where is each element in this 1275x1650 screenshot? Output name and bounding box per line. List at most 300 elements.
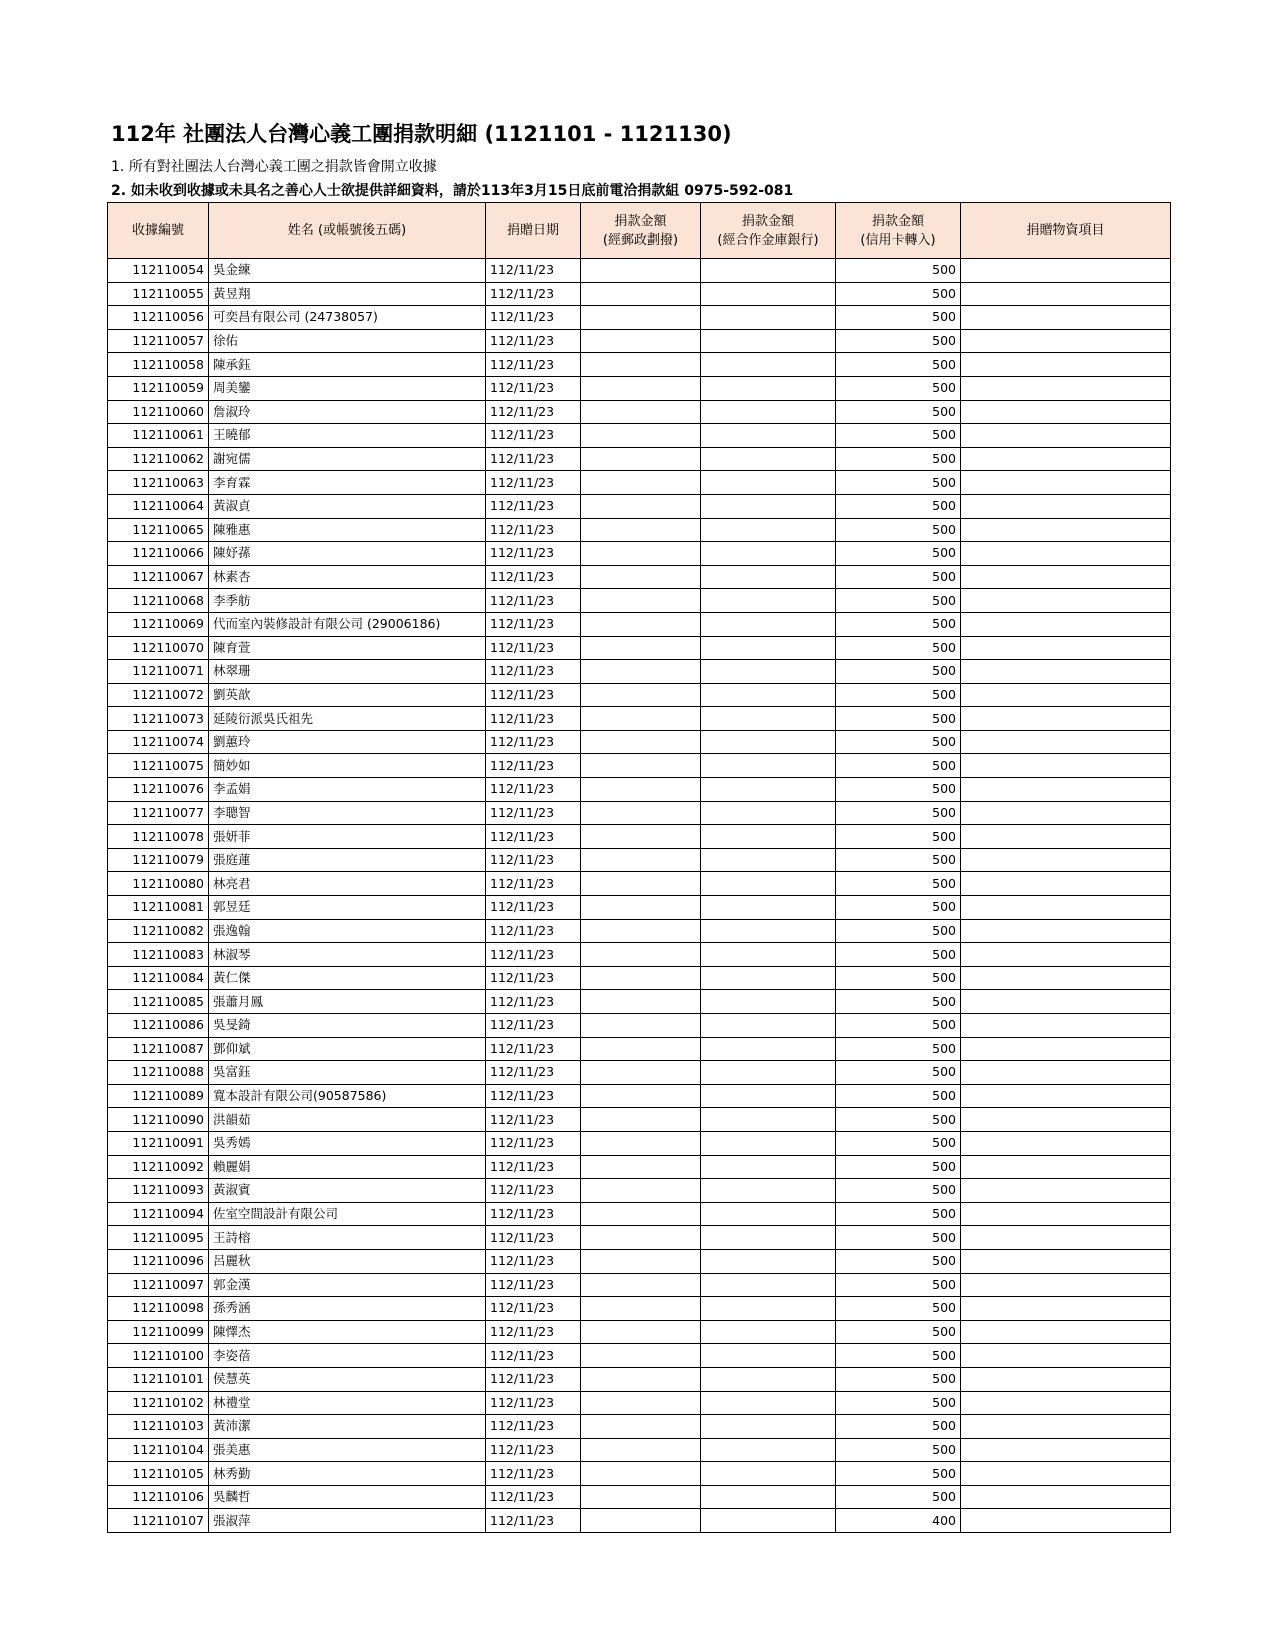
donated-goods-cell	[961, 494, 1171, 518]
table-row	[108, 565, 1171, 589]
donation-date-cell: 112/11/23	[486, 1202, 581, 1226]
amount-postal-cell	[581, 1320, 701, 1344]
donated-goods-cell	[961, 848, 1171, 872]
amount-postal-cell	[581, 1084, 701, 1108]
header-donated-goods: 捐贈物資項目	[961, 203, 1171, 259]
donation-date-cell: 112/11/23	[486, 589, 581, 613]
amount-postal-cell	[581, 1415, 701, 1439]
amount-postal-cell	[581, 1014, 701, 1038]
amount-postal-cell	[581, 730, 701, 754]
amount-bank-cell	[701, 754, 836, 778]
donor-name-cell: 張淑萍	[209, 1509, 486, 1533]
receipt-number-cell: 112110076	[108, 778, 209, 802]
donor-name-cell: 林亮君	[209, 872, 486, 896]
amount-postal-cell	[581, 1462, 701, 1486]
amount-card-cell: 500	[836, 1014, 961, 1038]
donation-date-cell: 112/11/23	[486, 1485, 581, 1509]
table-row	[108, 1202, 1171, 1226]
donated-goods-cell	[961, 1084, 1171, 1108]
header-receipt-number: 收據編號	[108, 203, 209, 259]
donation-date-cell: 112/11/23	[486, 1014, 581, 1038]
donated-goods-cell	[961, 1438, 1171, 1462]
amount-card-cell: 500	[836, 660, 961, 684]
table-row	[108, 1037, 1171, 1061]
amount-bank-cell	[701, 1438, 836, 1462]
table-row	[108, 329, 1171, 353]
donated-goods-cell	[961, 1155, 1171, 1179]
amount-bank-cell	[701, 730, 836, 754]
receipt-number-cell: 112110090	[108, 1108, 209, 1132]
receipt-number-cell: 112110104	[108, 1438, 209, 1462]
donor-name-cell: 黃昱翔	[209, 282, 486, 306]
amount-card-cell: 500	[836, 542, 961, 566]
table-row	[108, 376, 1171, 400]
donated-goods-cell	[961, 1108, 1171, 1132]
receipt-number-cell: 112110107	[108, 1509, 209, 1533]
donor-name-cell: 吳麟哲	[209, 1485, 486, 1509]
table-row	[108, 518, 1171, 542]
donation-date-cell: 112/11/23	[486, 1155, 581, 1179]
amount-bank-cell	[701, 1344, 836, 1368]
amount-bank-cell	[701, 494, 836, 518]
amount-bank-cell	[701, 518, 836, 542]
donation-date-cell: 112/11/23	[486, 1084, 581, 1108]
amount-card-cell: 500	[836, 1108, 961, 1132]
donated-goods-cell	[961, 1014, 1171, 1038]
donor-name-cell: 詹淑玲	[209, 400, 486, 424]
table-row	[108, 1179, 1171, 1203]
receipt-number-cell: 112110097	[108, 1273, 209, 1297]
amount-card-cell: 400	[836, 1509, 961, 1533]
donated-goods-cell	[961, 1297, 1171, 1321]
amount-card-cell: 500	[836, 1179, 961, 1203]
donor-name-cell: 簡妙如	[209, 754, 486, 778]
amount-postal-cell	[581, 848, 701, 872]
table-row	[108, 1344, 1171, 1368]
donated-goods-cell	[961, 660, 1171, 684]
donated-goods-cell	[961, 872, 1171, 896]
amount-bank-cell	[701, 1462, 836, 1486]
receipt-number-cell: 112110055	[108, 282, 209, 306]
donation-date-cell: 112/11/23	[486, 1509, 581, 1533]
receipt-number-cell: 112110057	[108, 329, 209, 353]
amount-postal-cell	[581, 1297, 701, 1321]
receipt-number-cell: 112110084	[108, 966, 209, 990]
donation-date-cell: 112/11/23	[486, 1131, 581, 1155]
table-row	[108, 1061, 1171, 1085]
donor-name-cell: 謝宛儒	[209, 447, 486, 471]
donation-date-cell: 112/11/23	[486, 896, 581, 920]
table-row	[108, 424, 1171, 448]
donor-name-cell: 王曉郁	[209, 424, 486, 448]
amount-card-cell: 500	[836, 1391, 961, 1415]
donated-goods-cell	[961, 636, 1171, 660]
donated-goods-cell	[961, 1485, 1171, 1509]
amount-card-cell: 500	[836, 636, 961, 660]
amount-bank-cell	[701, 1155, 836, 1179]
donation-date-cell: 112/11/23	[486, 754, 581, 778]
donation-date-cell: 112/11/23	[486, 636, 581, 660]
donor-name-cell: 吳金練	[209, 259, 486, 283]
donation-date-cell: 112/11/23	[486, 494, 581, 518]
amount-postal-cell	[581, 542, 701, 566]
amount-postal-cell	[581, 825, 701, 849]
amount-bank-cell	[701, 282, 836, 306]
receipt-number-cell: 112110067	[108, 565, 209, 589]
amount-bank-cell	[701, 1037, 836, 1061]
donation-date-cell: 112/11/23	[486, 329, 581, 353]
header-donation-date: 捐贈日期	[486, 203, 581, 259]
amount-bank-cell	[701, 589, 836, 613]
donated-goods-cell	[961, 707, 1171, 731]
receipt-number-cell: 112110103	[108, 1415, 209, 1439]
amount-postal-cell	[581, 329, 701, 353]
donation-date-cell: 112/11/23	[486, 1108, 581, 1132]
donated-goods-cell	[961, 825, 1171, 849]
amount-card-cell: 500	[836, 1320, 961, 1344]
amount-bank-cell	[701, 542, 836, 566]
header-amount-bank: 捐款金額 (經合作金庫銀行)	[701, 203, 836, 259]
donated-goods-cell	[961, 353, 1171, 377]
receipt-number-cell: 112110077	[108, 801, 209, 825]
donation-date-cell: 112/11/23	[486, 1249, 581, 1273]
table-row	[108, 1297, 1171, 1321]
amount-card-cell: 500	[836, 1061, 961, 1085]
amount-postal-cell	[581, 943, 701, 967]
table-row	[108, 990, 1171, 1014]
receipt-number-cell: 112110070	[108, 636, 209, 660]
donated-goods-cell	[961, 778, 1171, 802]
donation-date-cell: 112/11/23	[486, 801, 581, 825]
amount-bank-cell	[701, 1202, 836, 1226]
amount-postal-cell	[581, 1108, 701, 1132]
amount-card-cell: 500	[836, 329, 961, 353]
table-row	[108, 1131, 1171, 1155]
receipt-number-cell: 112110082	[108, 919, 209, 943]
table-row	[108, 872, 1171, 896]
receipt-number-cell: 112110068	[108, 589, 209, 613]
donated-goods-cell	[961, 306, 1171, 330]
donated-goods-cell	[961, 1509, 1171, 1533]
receipt-number-cell: 112110078	[108, 825, 209, 849]
amount-postal-cell	[581, 518, 701, 542]
amount-card-cell: 500	[836, 518, 961, 542]
amount-card-cell: 500	[836, 1202, 961, 1226]
donation-date-cell: 112/11/23	[486, 872, 581, 896]
donation-date-cell: 112/11/23	[486, 1415, 581, 1439]
donated-goods-cell	[961, 801, 1171, 825]
amount-card-cell: 500	[836, 872, 961, 896]
donation-date-cell: 112/11/23	[486, 683, 581, 707]
receipt-number-cell: 112110075	[108, 754, 209, 778]
donation-date-cell: 112/11/23	[486, 1226, 581, 1250]
amount-card-cell: 500	[836, 612, 961, 636]
donated-goods-cell	[961, 471, 1171, 495]
amount-postal-cell	[581, 1391, 701, 1415]
donation-date-cell: 112/11/23	[486, 1438, 581, 1462]
amount-bank-cell	[701, 1014, 836, 1038]
amount-postal-cell	[581, 1249, 701, 1273]
donation-date-cell: 112/11/23	[486, 778, 581, 802]
receipt-number-cell: 112110062	[108, 447, 209, 471]
donor-name-cell: 郭金漢	[209, 1273, 486, 1297]
amount-bank-cell	[701, 1415, 836, 1439]
donated-goods-cell	[961, 730, 1171, 754]
amount-postal-cell	[581, 612, 701, 636]
header-amount-postal: 捐款金額 (經郵政劃撥)	[581, 203, 701, 259]
receipt-number-cell: 112110073	[108, 707, 209, 731]
table-row	[108, 636, 1171, 660]
receipt-number-cell: 112110093	[108, 1179, 209, 1203]
amount-bank-cell	[701, 1108, 836, 1132]
amount-bank-cell	[701, 943, 836, 967]
amount-postal-cell	[581, 1037, 701, 1061]
donor-name-cell: 林素杏	[209, 565, 486, 589]
amount-postal-cell	[581, 589, 701, 613]
amount-bank-cell	[701, 400, 836, 424]
donation-date-cell: 112/11/23	[486, 400, 581, 424]
receipt-number-cell: 112110063	[108, 471, 209, 495]
amount-card-cell: 500	[836, 1297, 961, 1321]
receipt-number-cell: 112110105	[108, 1462, 209, 1486]
amount-bank-cell	[701, 848, 836, 872]
receipt-number-cell: 112110061	[108, 424, 209, 448]
donor-name-cell: 呂麗秋	[209, 1249, 486, 1273]
amount-bank-cell	[701, 306, 836, 330]
table-row	[108, 1226, 1171, 1250]
donated-goods-cell	[961, 1320, 1171, 1344]
donor-name-cell: 黃淑賓	[209, 1179, 486, 1203]
table-row	[108, 1320, 1171, 1344]
donor-name-cell: 吳旻錡	[209, 1014, 486, 1038]
amount-card-cell: 500	[836, 589, 961, 613]
amount-card-cell: 500	[836, 1485, 961, 1509]
table-row	[108, 259, 1171, 283]
amount-postal-cell	[581, 282, 701, 306]
donated-goods-cell	[961, 282, 1171, 306]
amount-card-cell: 500	[836, 424, 961, 448]
donated-goods-cell	[961, 683, 1171, 707]
donated-goods-cell	[961, 1202, 1171, 1226]
receipt-number-cell: 112110064	[108, 494, 209, 518]
amount-card-cell: 500	[836, 730, 961, 754]
donor-name-cell: 侯慧英	[209, 1367, 486, 1391]
donation-date-cell: 112/11/23	[486, 542, 581, 566]
table-row	[108, 1108, 1171, 1132]
table-row	[108, 683, 1171, 707]
amount-postal-cell	[581, 660, 701, 684]
donation-date-cell: 112/11/23	[486, 848, 581, 872]
amount-bank-cell	[701, 424, 836, 448]
donor-name-cell: 郭昱廷	[209, 896, 486, 920]
amount-card-cell: 500	[836, 825, 961, 849]
amount-bank-cell	[701, 707, 836, 731]
table-row	[108, 966, 1171, 990]
donor-name-cell: 洪韻茹	[209, 1108, 486, 1132]
amount-postal-cell	[581, 872, 701, 896]
donor-name-cell: 鄧仰斌	[209, 1037, 486, 1061]
donated-goods-cell	[961, 400, 1171, 424]
donated-goods-cell	[961, 1179, 1171, 1203]
receipt-number-cell: 112110080	[108, 872, 209, 896]
donation-date-cell: 112/11/23	[486, 1391, 581, 1415]
donation-date-cell: 112/11/23	[486, 1367, 581, 1391]
receipt-number-cell: 112110085	[108, 990, 209, 1014]
donor-name-cell: 劉蕙玲	[209, 730, 486, 754]
amount-bank-cell	[701, 872, 836, 896]
table-row	[108, 754, 1171, 778]
donor-name-cell: 張蕭月鳳	[209, 990, 486, 1014]
donated-goods-cell	[961, 612, 1171, 636]
receipt-number-cell: 112110102	[108, 1391, 209, 1415]
receipt-number-cell: 112110100	[108, 1344, 209, 1368]
donation-date-cell: 112/11/23	[486, 730, 581, 754]
amount-bank-cell	[701, 353, 836, 377]
table-row	[108, 1391, 1171, 1415]
amount-bank-cell	[701, 636, 836, 660]
amount-card-cell: 500	[836, 1367, 961, 1391]
receipt-note: 1. 所有對社團法人台灣心義工團之捐款皆會開立收據	[111, 159, 437, 175]
receipt-number-cell: 112110101	[108, 1367, 209, 1391]
receipt-number-cell: 112110083	[108, 943, 209, 967]
donated-goods-cell	[961, 1367, 1171, 1391]
amount-postal-cell	[581, 1344, 701, 1368]
donation-date-cell: 112/11/23	[486, 1462, 581, 1486]
donation-date-cell: 112/11/23	[486, 660, 581, 684]
table-row	[108, 589, 1171, 613]
amount-postal-cell	[581, 259, 701, 283]
receipt-number-cell: 112110069	[108, 612, 209, 636]
amount-postal-cell	[581, 1226, 701, 1250]
amount-postal-cell	[581, 1438, 701, 1462]
receipt-number-cell: 112110060	[108, 400, 209, 424]
donor-name-cell: 陳懌杰	[209, 1320, 486, 1344]
receipt-number-cell: 112110054	[108, 259, 209, 283]
donated-goods-cell	[961, 376, 1171, 400]
receipt-number-cell: 112110056	[108, 306, 209, 330]
donor-name-cell: 王詩榕	[209, 1226, 486, 1250]
table-row	[108, 825, 1171, 849]
contact-note: 2. 如未收到收據或未具名之善心人士欲提供詳細資料，請於113年3月15日底前電洽捐款組 0975-592-081	[111, 183, 794, 199]
donated-goods-cell	[961, 1391, 1171, 1415]
table-row	[108, 494, 1171, 518]
amount-bank-cell	[701, 683, 836, 707]
amount-bank-cell	[701, 1226, 836, 1250]
donor-name-cell: 陳妤蓀	[209, 542, 486, 566]
donation-date-cell: 112/11/23	[486, 1037, 581, 1061]
amount-card-cell: 500	[836, 400, 961, 424]
table-row	[108, 306, 1171, 330]
header-row	[108, 203, 1171, 259]
table-row	[108, 1367, 1171, 1391]
amount-postal-cell	[581, 636, 701, 660]
amount-card-cell: 500	[836, 471, 961, 495]
receipt-number-cell: 112110091	[108, 1131, 209, 1155]
donation-date-cell: 112/11/23	[486, 612, 581, 636]
table-row	[108, 282, 1171, 306]
receipt-number-cell: 112110072	[108, 683, 209, 707]
amount-bank-cell	[701, 966, 836, 990]
table-row	[108, 1438, 1171, 1462]
donated-goods-cell	[961, 990, 1171, 1014]
table-row	[108, 400, 1171, 424]
amount-postal-cell	[581, 754, 701, 778]
header-amount-card: 捐款金額 (信用卡轉入)	[836, 203, 961, 259]
amount-postal-cell	[581, 1367, 701, 1391]
donor-name-cell: 林秀勤	[209, 1462, 486, 1486]
donated-goods-cell	[961, 259, 1171, 283]
donation-date-cell: 112/11/23	[486, 376, 581, 400]
receipt-number-cell: 112110094	[108, 1202, 209, 1226]
donor-name-cell: 張逸翰	[209, 919, 486, 943]
table-row	[108, 1462, 1171, 1486]
donated-goods-cell	[961, 1415, 1171, 1439]
donated-goods-cell	[961, 754, 1171, 778]
amount-card-cell: 500	[836, 1462, 961, 1486]
donated-goods-cell	[961, 1344, 1171, 1368]
amount-card-cell: 500	[836, 848, 961, 872]
donation-date-cell: 112/11/23	[486, 353, 581, 377]
amount-card-cell: 500	[836, 306, 961, 330]
donation-date-cell: 112/11/23	[486, 1320, 581, 1344]
table-row	[108, 896, 1171, 920]
receipt-number-cell: 112110058	[108, 353, 209, 377]
receipt-number-cell: 112110092	[108, 1155, 209, 1179]
amount-card-cell: 500	[836, 943, 961, 967]
amount-card-cell: 500	[836, 707, 961, 731]
donated-goods-cell	[961, 1131, 1171, 1155]
amount-card-cell: 500	[836, 1131, 961, 1155]
donation-date-cell: 112/11/23	[486, 966, 581, 990]
donor-name-cell: 代而室內裝修設計有限公司 (29006186)	[209, 612, 486, 636]
donation-date-cell: 112/11/23	[486, 424, 581, 448]
donation-date-cell: 112/11/23	[486, 1179, 581, 1203]
donated-goods-cell	[961, 565, 1171, 589]
amount-card-cell: 500	[836, 565, 961, 589]
receipt-number-cell: 112110079	[108, 848, 209, 872]
amount-postal-cell	[581, 990, 701, 1014]
donor-name-cell: 黃沛潔	[209, 1415, 486, 1439]
donation-date-cell: 112/11/23	[486, 565, 581, 589]
amount-postal-cell	[581, 683, 701, 707]
donated-goods-cell	[961, 1273, 1171, 1297]
amount-card-cell: 500	[836, 1344, 961, 1368]
table-row	[108, 919, 1171, 943]
amount-bank-cell	[701, 919, 836, 943]
receipt-number-cell: 112110095	[108, 1226, 209, 1250]
donation-date-cell: 112/11/23	[486, 1297, 581, 1321]
amount-bank-cell	[701, 1249, 836, 1273]
receipt-number-cell: 112110074	[108, 730, 209, 754]
donation-date-cell: 112/11/23	[486, 306, 581, 330]
amount-card-cell: 500	[836, 919, 961, 943]
donated-goods-cell	[961, 896, 1171, 920]
amount-bank-cell	[701, 447, 836, 471]
amount-card-cell: 500	[836, 1084, 961, 1108]
amount-card-cell: 500	[836, 1249, 961, 1273]
receipt-number-cell: 112110106	[108, 1485, 209, 1509]
donor-name-cell: 張妍菲	[209, 825, 486, 849]
donation-date-cell: 112/11/23	[486, 990, 581, 1014]
donated-goods-cell	[961, 518, 1171, 542]
donor-name-cell: 陳承鈺	[209, 353, 486, 377]
table-row	[108, 353, 1171, 377]
amount-postal-cell	[581, 424, 701, 448]
table-row	[108, 1273, 1171, 1297]
amount-bank-cell	[701, 1509, 836, 1533]
amount-card-cell: 500	[836, 1155, 961, 1179]
amount-postal-cell	[581, 447, 701, 471]
